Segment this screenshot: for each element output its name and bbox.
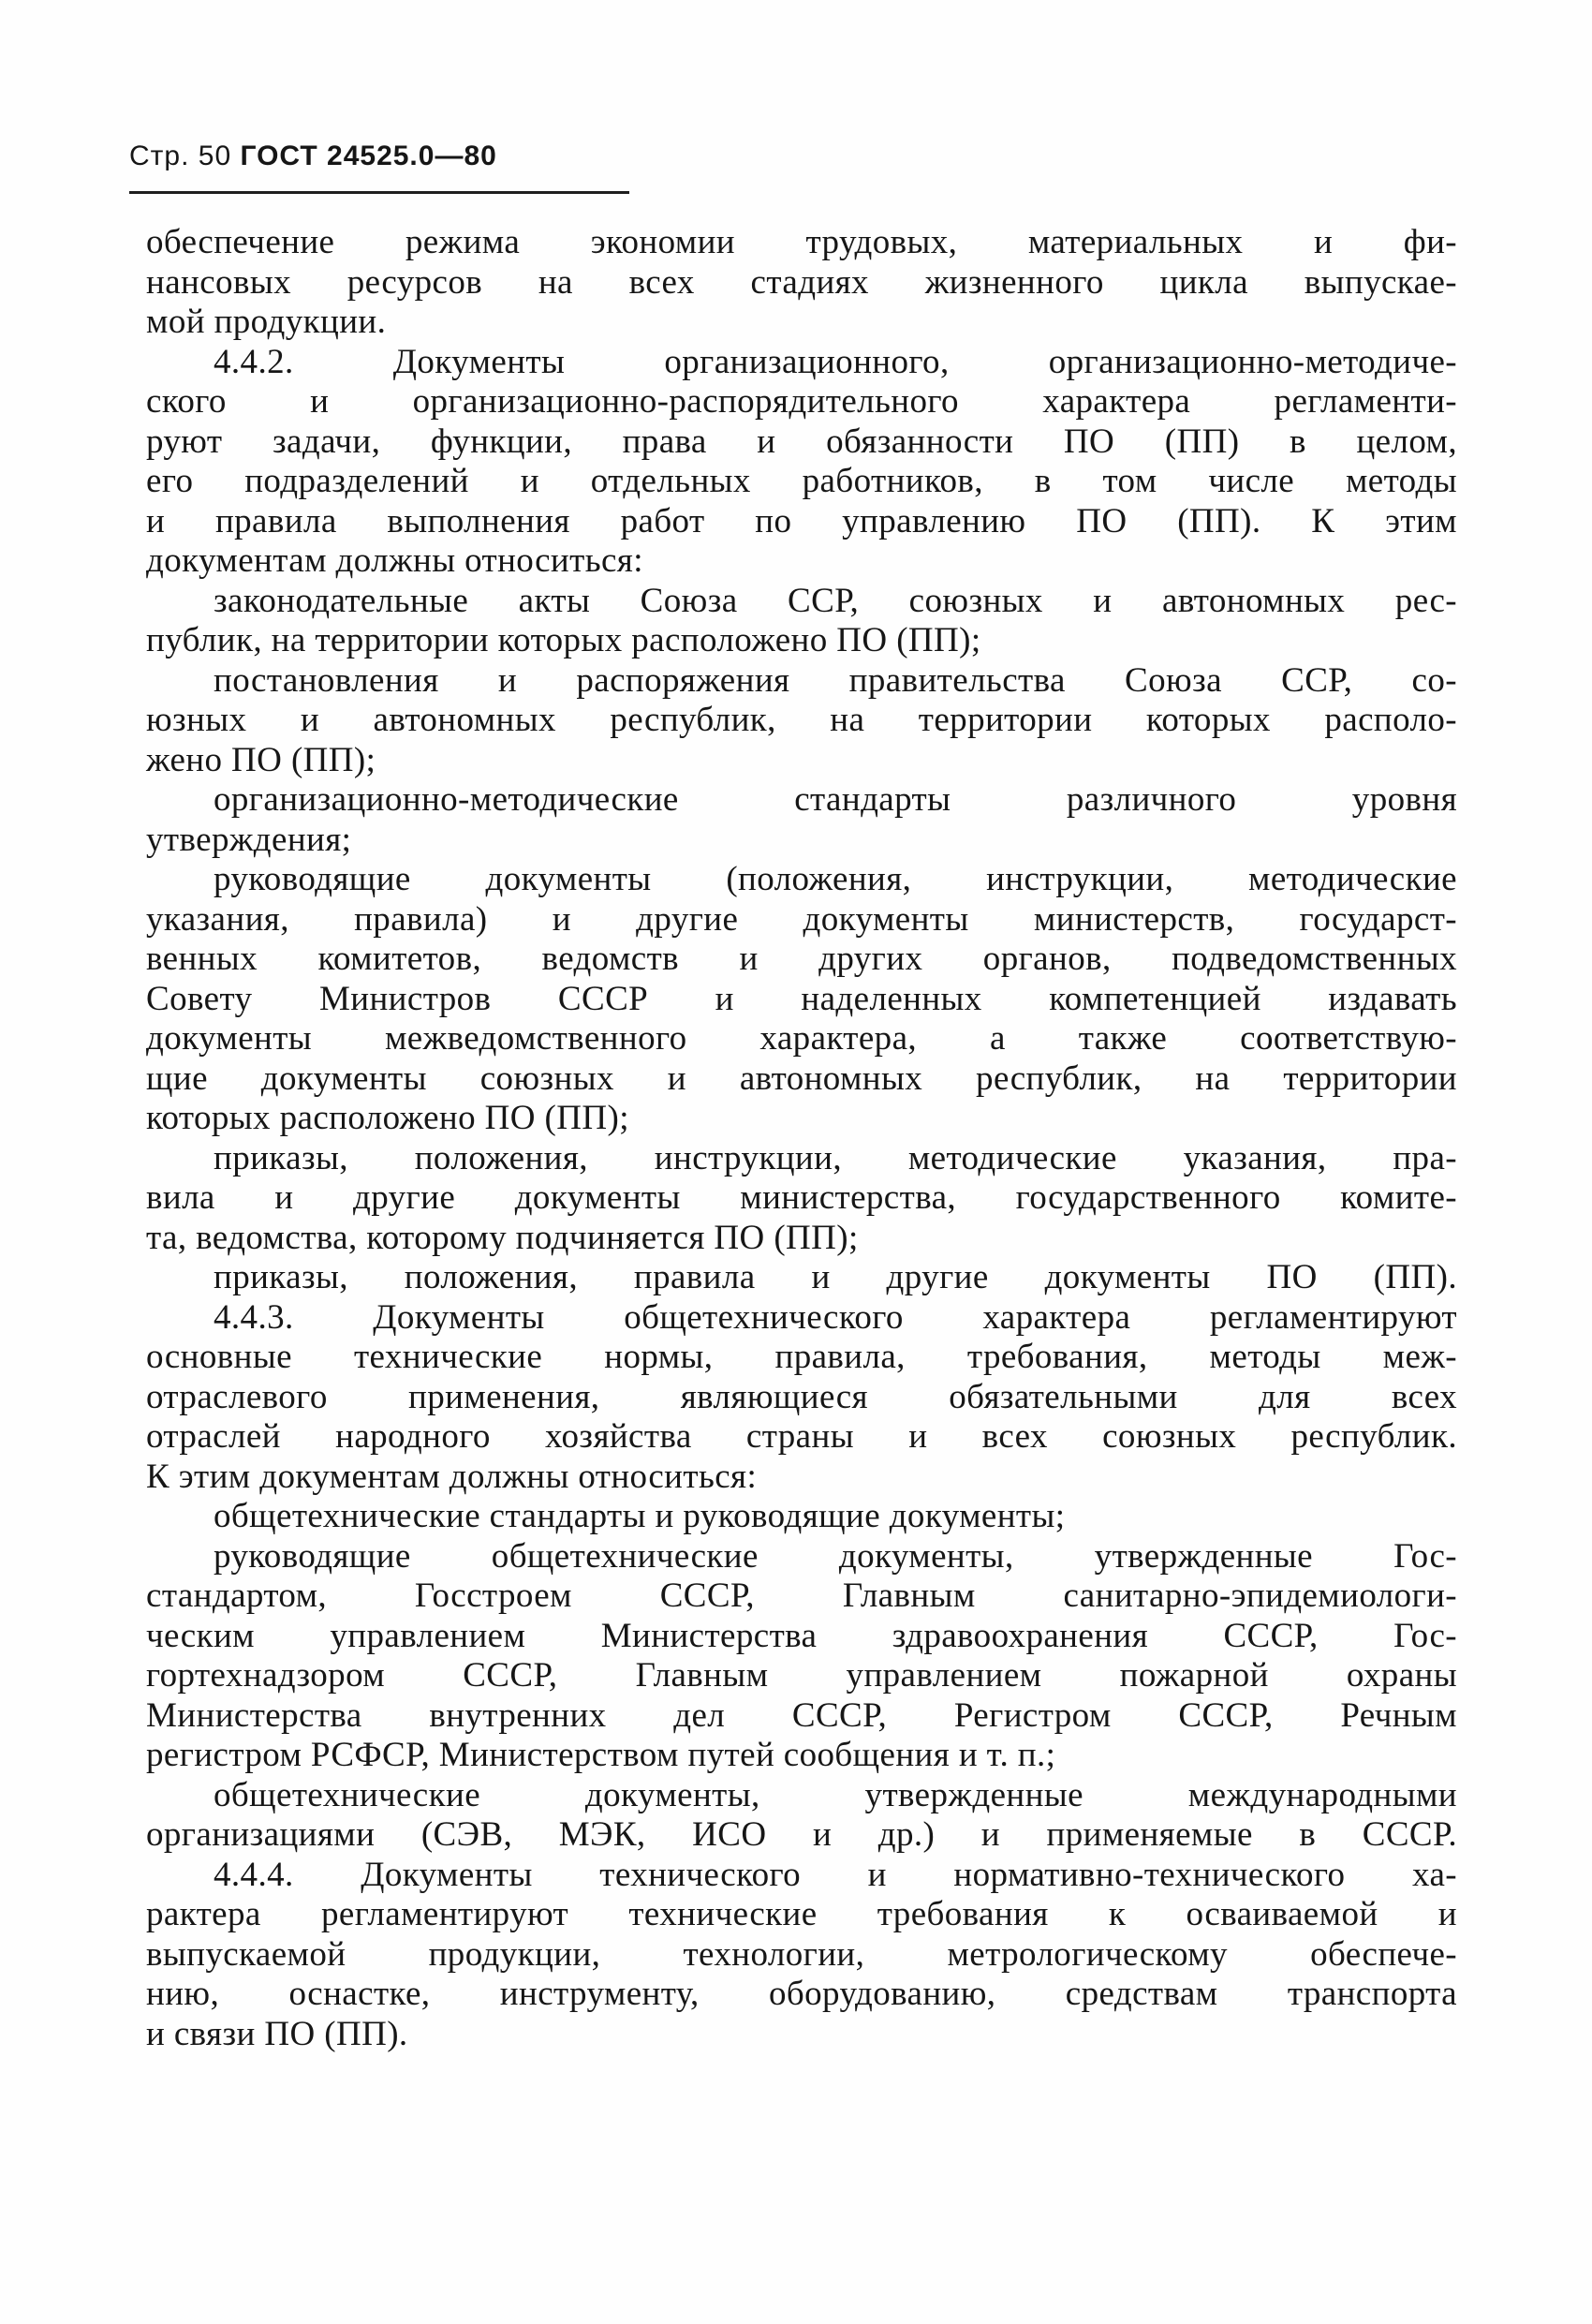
text-line: организациями (СЭВ, МЭК, ИСО и др.) и применяемые в СССР. xyxy=(146,1815,1457,1854)
clause-4-4-4-first-line: 4.4.4. Документы технического и нормативно-технического ха- xyxy=(214,1855,1457,1894)
text-line: ческим управлением Министерства здравоохранения СССР, Гос- xyxy=(146,1616,1457,1655)
text-line: которых расположено ПО (ПП); xyxy=(146,1099,629,1137)
text-line: мой продукции. xyxy=(146,303,387,341)
text-line: венных комитетов, ведомств и других органов, подведомственных xyxy=(146,940,1457,978)
text-line: и связи ПО (ПП). xyxy=(146,2014,408,2053)
page-number: Стр. 50 xyxy=(129,141,232,171)
text-line: нансовых ресурсов на всех стадиях жизненного цикла выпускае- xyxy=(146,262,1457,302)
standard-designation: ГОСТ 24525.0—80 xyxy=(240,141,497,171)
list-item-first-line: приказы, положения, инструкции, методические указания, пра- xyxy=(214,1138,1457,1177)
text-line: обеспечение режима экономии трудовых, материальных и фи- xyxy=(146,223,1457,261)
list-item-first-line: организационно-методические стандарты различного уровня xyxy=(214,780,1457,819)
body-text xyxy=(146,223,1457,2054)
text-line: его подразделений и отдельных работников, в том числе методы xyxy=(146,462,1457,500)
list-item-first-line: руководящие общетехнические документы, утвержденные Гос- xyxy=(214,1536,1457,1576)
text-line: ского и организационно-распорядительного характера регламенти- xyxy=(146,382,1457,421)
list-item-first-line: постановления и распоряжения правительства Союза ССР, со- xyxy=(214,660,1457,700)
list-item-first-line: приказы, положения, правила и другие документы ПО (ПП). xyxy=(214,1258,1457,1296)
text-line: отраслей народного хозяйства страны и всех союзных республик. xyxy=(146,1417,1457,1456)
text-line: регистром РСФСР, Министерством путей сообщения и т. п.; xyxy=(146,1736,1056,1774)
text-line: юзных и автономных республик, на территории которых располо- xyxy=(146,701,1457,739)
clause-4-4-3-first-line: 4.4.3. Документы общетехнического характера регламентируют xyxy=(214,1297,1457,1337)
text-line: документы межведомственного характера, а также соответствую- xyxy=(146,1019,1457,1058)
text-line: гортехнадзором СССР, Главным управлением пожарной охраны xyxy=(146,1656,1457,1695)
text-line: щие документы союзных и автономных республик, на территории xyxy=(146,1058,1457,1098)
text-line: выпускаемой продукции, технологии, метрологическому обеспече- xyxy=(146,1934,1457,1974)
text-line: Совету Министров СССР и наделенных компетенцией издавать xyxy=(146,979,1457,1018)
text-line: К этим документам должны относиться: xyxy=(146,1457,758,1496)
text-line: указания, правила) и другие документы министерств, государст- xyxy=(146,899,1457,939)
text-line: отраслевого применения, являющиеся обязательными для всех xyxy=(146,1377,1457,1416)
text-line: Министерства внутренних дел СССР, Регистром СССР, Речным xyxy=(146,1695,1457,1735)
text-line: стандартом, Госстроем СССР, Главным санитарно-эпидемиологи- xyxy=(146,1576,1457,1615)
header-rule xyxy=(129,191,629,194)
list-item-first-line: общетехнические стандарты и руководящие документы; xyxy=(214,1497,1066,1535)
text-line: рактера регламентируют технические требования к осваиваемой и xyxy=(146,1895,1457,1933)
text-line: и правила выполнения работ по управлению ПО (ПП). К этим xyxy=(146,501,1457,540)
text-line: руют задачи, функции, права и обязанности ПО (ПП) в целом, xyxy=(146,422,1457,461)
list-item-first-line: руководящие документы (положения, инструкции, методические xyxy=(214,860,1457,898)
text-line: документам должны относиться: xyxy=(146,541,643,580)
text-line: жено ПО (ПП); xyxy=(146,740,376,779)
text-line: вила и другие документы министерства, государственного комите- xyxy=(146,1178,1457,1217)
running-header xyxy=(129,141,497,172)
list-item-first-line: законодательные акты Союза ССР, союзных и автономных рес- xyxy=(214,581,1457,620)
text-line: та, ведомства, которому подчиняется ПО (ПП); xyxy=(146,1218,859,1257)
clause-4-4-2-first-line: 4.4.2. Документы организационного, организационно-методиче- xyxy=(214,342,1457,381)
text-line: утверждения; xyxy=(146,820,352,859)
text-line: публик, на территории которых расположено ПО (ПП); xyxy=(146,621,981,659)
text-line: нию, оснастке, инструменту, оборудованию, средствам транспорта xyxy=(146,1975,1457,2013)
list-item-first-line: общетехнические документы, утвержденные международными xyxy=(214,1775,1457,1814)
text-line: основные технические нормы, правила, требования, методы меж- xyxy=(146,1338,1457,1376)
